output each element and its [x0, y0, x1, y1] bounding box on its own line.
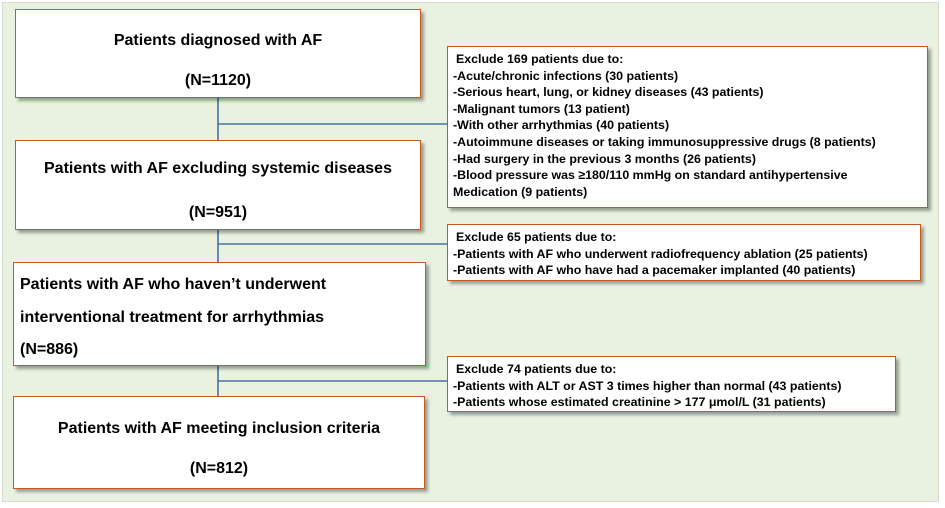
- exclusion-item: -Blood pressure was ≥180/110 mmHg on standard antihypertensive: [453, 168, 848, 183]
- step-title-line-1: Patients with AF who haven’t underwent: [20, 276, 327, 293]
- exclusion-item: -Patients with ALT or AST 3 times higher than normal (43 patients): [453, 378, 842, 393]
- exclusion-item: -Autoimmune diseases or taking immunosuppressive drugs (8 patients): [453, 134, 876, 149]
- step-title: Patients with AF excluding systemic diseases: [44, 160, 392, 177]
- exclusion-item: -Patients whose estimated creatinine > 177 μmol/L (31 patients): [453, 395, 826, 410]
- exclusion-item: -Patients with AF who have had a pacemaker implanted (40 patients): [453, 263, 856, 278]
- exclusion-box-liver-kidney: [447, 356, 896, 412]
- exclusion-item: -With other arrhythmias (40 patients): [453, 118, 670, 133]
- exclusion-header: Exclude 169 patients due to:: [456, 52, 624, 66]
- step-box-no-intervention: [13, 262, 426, 366]
- step-count: (N=951): [188, 204, 248, 221]
- exclusion-item: -Malignant tumors (13 patient): [453, 101, 630, 116]
- exclusion-header: Exclude 74 patients due to:: [456, 362, 617, 376]
- step-title-line-2: interventional treatment for arrhythmias: [20, 309, 325, 326]
- step-count: (N=886): [20, 341, 79, 358]
- step-box-excluding-systemic: [15, 140, 421, 230]
- exclusion-box-intervention: [447, 224, 921, 281]
- exclusion-item: -Patients with AF who underwent radiofrequency ablation (25 patients): [453, 246, 868, 261]
- exclusion-item: -Had surgery in the previous 3 months (26 patients): [453, 151, 756, 166]
- step-box-diagnosed: [15, 9, 421, 98]
- exclusion-header: Exclude 65 patients due to:: [456, 230, 617, 244]
- exclusion-item: -Acute/chronic infections (30 patients): [453, 68, 679, 83]
- step-box-inclusion-criteria: [13, 396, 425, 489]
- step-count: (N=812): [189, 460, 249, 477]
- exclusion-item: Medication (9 patients): [453, 184, 588, 199]
- step-count: (N=1120): [184, 72, 252, 89]
- step-title: Patients diagnosed with AF: [113, 32, 323, 49]
- step-title: Patients with AF meeting inclusion criteria: [57, 420, 381, 437]
- exclusion-box-systemic: [447, 46, 928, 208]
- exclusion-item: -Serious heart, lung, or kidney diseases (43 patients): [453, 85, 764, 100]
